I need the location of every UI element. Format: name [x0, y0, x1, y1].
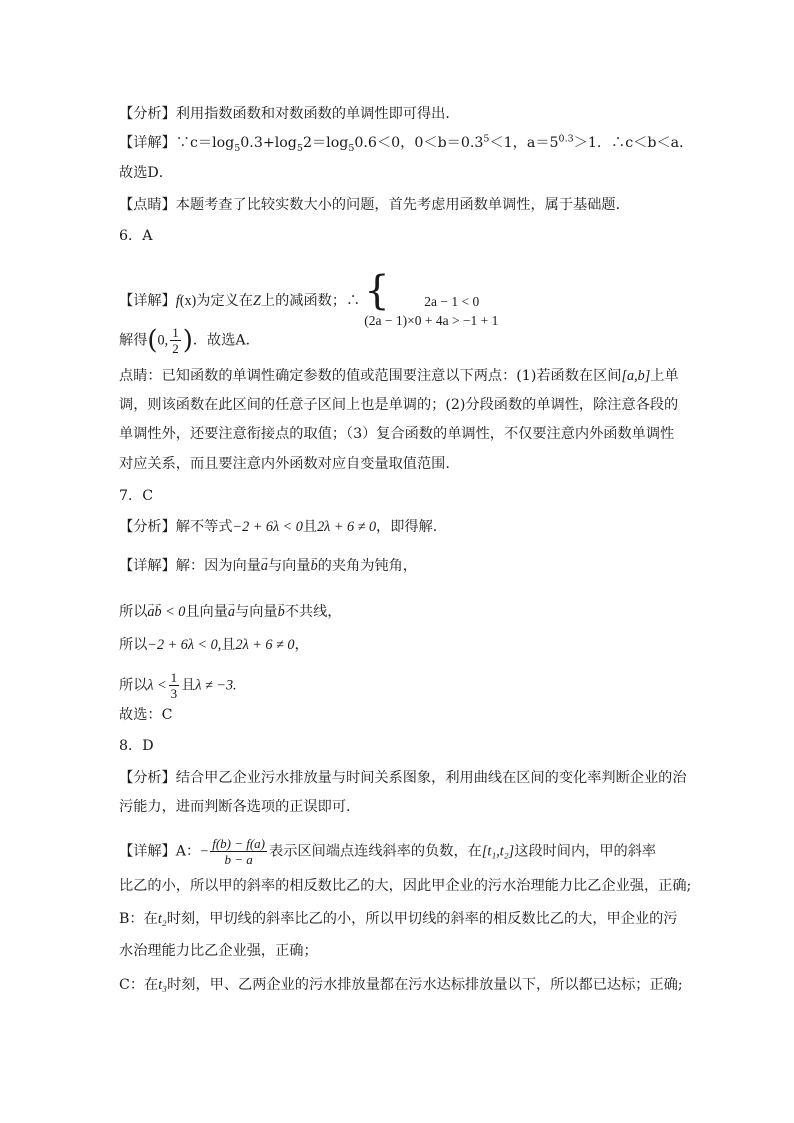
- paren: ): [182, 325, 193, 356]
- numerator: f(b) − f(a): [212, 836, 266, 851]
- text: 对应关系，而且要注意内外函数对应自变量取值范围.: [119, 456, 450, 472]
- text: ．故选A．: [192, 332, 260, 349]
- superscript: 0.3: [558, 133, 574, 145]
- analysis-line: [119, 517, 437, 537]
- text: 0.3+log: [240, 135, 297, 151]
- math: 2λ + 6 ≠ 0: [317, 519, 377, 535]
- math: −2 + 6λ < 0,: [147, 637, 222, 653]
- text: B：在: [119, 911, 158, 927]
- text: 与向量: [267, 558, 311, 574]
- math: −2 + 6λ < 0: [232, 519, 303, 535]
- math: f: [175, 293, 180, 309]
- text: 【分析】解不等式: [119, 519, 233, 535]
- analysis-line: [119, 768, 687, 788]
- text: 污能力，进而判断各选项的正误即可.: [119, 799, 351, 815]
- fraction: [170, 325, 181, 356]
- text: 上单: [650, 368, 679, 384]
- question-number: [119, 736, 154, 756]
- text: 表示区间端点连线斜率的负数，在: [269, 843, 482, 860]
- text: ＜1，a＝5: [489, 135, 559, 151]
- text: ，即得解.: [376, 519, 438, 535]
- superscript: 5: [483, 133, 490, 145]
- text: 调，则该函数在此区间的任意子区间上也是单调的；(2)分段函数的单调性，除注意各段的: [119, 397, 679, 413]
- detail-line: [119, 975, 683, 995]
- text: 比乙的小，所以甲的斜率的相反数比乙的大，因此甲企业的污水治理能力比乙企业强，正确;: [119, 878, 692, 894]
- brace-symbol: {: [364, 268, 390, 314]
- math: (x): [179, 293, 197, 309]
- detail-line: [119, 876, 691, 896]
- text: 【详解】: [119, 293, 176, 309]
- text: 0.6＜0，0＜b＝0.3: [354, 135, 484, 151]
- math: < 0: [161, 604, 186, 620]
- detail-line: [119, 909, 677, 929]
- subscript: 5: [296, 142, 303, 154]
- vector-a: → a: [228, 602, 235, 622]
- text: 8．D: [119, 738, 154, 754]
- work-line: [119, 670, 237, 701]
- text: 且: [302, 519, 318, 535]
- note-line: [119, 366, 679, 386]
- denominator: 2: [172, 341, 179, 356]
- work-line: [119, 602, 341, 622]
- solve-line: [119, 325, 260, 356]
- text: 7．C: [119, 488, 154, 504]
- math: Z: [253, 293, 261, 309]
- text: 为定义在: [196, 293, 254, 309]
- denominator: 3: [170, 686, 178, 701]
- text: 所以: [119, 604, 148, 620]
- work-line: [119, 635, 309, 655]
- math: t₂: [157, 911, 167, 927]
- note-line: [119, 395, 678, 415]
- text: 所以: [119, 677, 148, 694]
- detail-line: [119, 556, 417, 576]
- text: 这段时间内，甲的斜率: [514, 843, 657, 860]
- note-line: [119, 424, 674, 444]
- numerator: 1: [172, 325, 179, 340]
- text: 【点睛】本题考查了比较实数大小的问题，首先考虑用函数单调性，属于基础题．: [119, 197, 630, 213]
- text: 且: [221, 637, 236, 653]
- question-number: [119, 486, 153, 506]
- text: 2＝log: [302, 135, 349, 151]
- text: 【分析】结合甲乙企业污水排放量与时间关系图象，利用曲线在区间的变化率判断企业的治: [119, 770, 687, 786]
- vector-b: → b: [278, 602, 285, 622]
- text: 【分析】利用指数函数和对数函数的单调性即可得出．: [119, 106, 460, 122]
- text: 上的减函数；∴: [260, 293, 361, 309]
- text: 6．A: [119, 228, 153, 244]
- math: t₃: [158, 977, 168, 993]
- text: 【详解】A：: [119, 843, 201, 860]
- subscript: 5: [234, 142, 241, 154]
- fraction: [210, 836, 267, 867]
- equation-row: 2a − 1 < 0: [424, 294, 480, 309]
- answer-line: [119, 163, 173, 183]
- vector-b: → b: [311, 556, 318, 576]
- math: [t₁,t₂]: [481, 843, 515, 860]
- detail-line: [119, 133, 693, 153]
- text: C：在: [119, 977, 159, 993]
- vector-a: → a: [147, 602, 154, 622]
- math: [a,b]: [621, 368, 651, 384]
- text: 单调性外，还要注意衔接点的取值；（3）复合函数的单调性，不仅要注意内外函数单调性: [119, 426, 675, 442]
- text: 故选：C: [119, 707, 173, 723]
- text: 不共线，: [284, 604, 342, 620]
- detail-line: [119, 836, 656, 867]
- math: λ ≠ −3.: [195, 677, 237, 694]
- text: 解得: [119, 332, 148, 349]
- text: 且: [181, 677, 196, 694]
- text: 所以: [119, 637, 148, 653]
- text: 与向量: [235, 604, 278, 620]
- numerator: 1: [170, 670, 178, 685]
- text: 时刻，甲、乙两企业的污水排放量都在污水达标排放量以下，所以都已达标；正确;: [167, 977, 683, 993]
- denominator: b − a: [224, 852, 253, 867]
- comment-line: [119, 195, 630, 215]
- text: ＞1．∴c＜b＜a．: [573, 135, 694, 151]
- text: 且向量: [185, 604, 228, 620]
- text: ，: [294, 637, 309, 653]
- detail-line-6: [119, 268, 499, 330]
- math: −: [200, 843, 209, 860]
- vector-b: → b: [154, 602, 161, 622]
- text: 点睛：已知函数的单调性确定参数的值或范围要注意以下两点：(1)若函数在区间: [119, 368, 622, 384]
- fraction: [169, 670, 180, 701]
- equation-row: (2a − 1)×0 + 4a > −1 + 1: [364, 313, 499, 328]
- text: 【详解】∵c＝log: [119, 135, 235, 151]
- analysis-line: [119, 797, 351, 817]
- vector-a: → a: [261, 556, 268, 576]
- math: λ <: [147, 677, 167, 694]
- detail-line: [119, 941, 318, 961]
- note-line: [119, 454, 450, 474]
- analysis-line: [119, 104, 460, 124]
- text: 【详解】解：因为向量: [119, 558, 261, 574]
- math: 2λ + 6 ≠ 0: [235, 637, 295, 653]
- question-number: [119, 226, 152, 246]
- answer-line: [119, 705, 172, 725]
- text: 故选D．: [119, 165, 173, 181]
- math: 0,: [157, 332, 169, 349]
- text: 时刻，甲切线的斜率比乙的小，所以甲切线的斜率的相反数比乙的大，甲企业的污: [166, 911, 678, 927]
- paren: (: [147, 325, 158, 356]
- text: 水治理能力比乙企业强，正确；: [119, 943, 318, 959]
- subscript: 5: [348, 142, 355, 154]
- text: 的夹角为钝角，: [317, 558, 417, 574]
- equation-system: [364, 268, 499, 330]
